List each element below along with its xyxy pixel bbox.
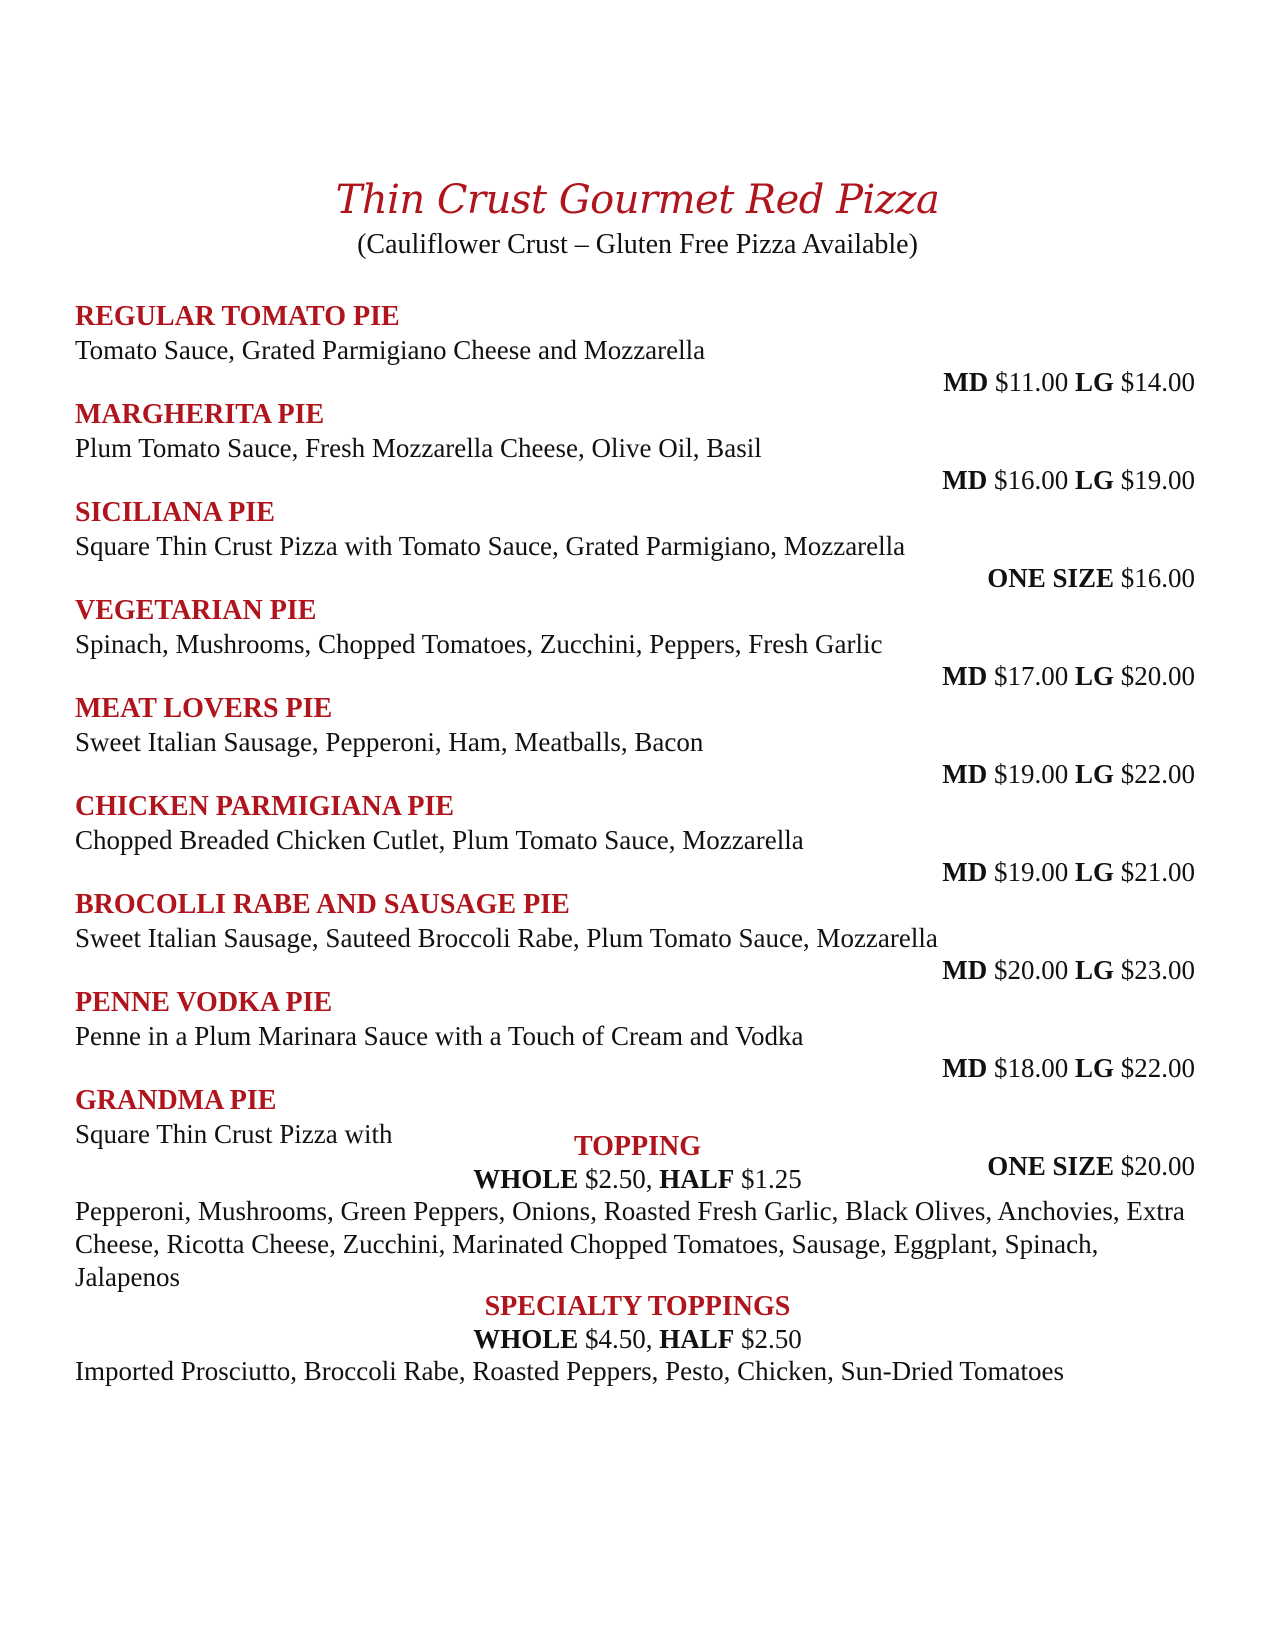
item-price: [943, 365, 1195, 399]
size-price: $17.00: [993, 661, 1069, 691]
topping-heading: TOPPING: [573, 1131, 702, 1162]
size-price: $20.00: [1120, 1151, 1195, 1181]
size-label: LG: [1074, 661, 1114, 691]
item-name: BROCOLLI RABE AND SAUSAGE PIE: [75, 889, 570, 920]
half-label: HALF: [659, 1164, 735, 1194]
size-price: $22.00: [1120, 1053, 1195, 1083]
item-description: Tomato Sauce, Grated Parmigiano Cheese and Mozzarella: [75, 335, 706, 365]
page-title: Thin Crust Gourmet Red Pizza: [335, 177, 940, 223]
size-price: $18.00: [993, 1053, 1069, 1083]
size-label: ONE SIZE: [987, 1151, 1114, 1181]
specialty-heading: SPECIALTY TOPPINGS: [484, 1291, 791, 1322]
size-price: $23.00: [1120, 955, 1195, 985]
item-description: Chopped Breaded Chicken Cutlet, Plum Tomato Sauce, Mozzarella: [75, 825, 804, 855]
size-label: ONE SIZE: [987, 563, 1114, 593]
specialty-list: Imported Prosciutto, Broccoli Rabe, Roasted Peppers, Pesto, Chicken, Sun-Dried Tomatoes: [75, 1356, 1064, 1386]
menu-item: [75, 692, 1195, 790]
item-price: [942, 659, 1195, 693]
item-name: REGULAR TOMATO PIE: [75, 301, 400, 332]
half-price: $1.25: [741, 1164, 802, 1194]
topping-list: Pepperoni, Mushrooms, Green Peppers, Onions, Roasted Fresh Garlic, Black Olives, Anchovies, Extra Cheese, Ricotta Cheese, Zucchini, Marinated Chopped Tomatoes, Sausage, Eggplant, Spinach, Jalapenos: [75, 1196, 1185, 1292]
menu-item: [75, 496, 1195, 594]
size-price: $14.00: [1120, 367, 1195, 397]
item-description: Square Thin Crust Pizza with: [75, 1119, 393, 1149]
item-price: [942, 855, 1195, 889]
size-label: MD: [942, 759, 988, 789]
item-description: Spinach, Mushrooms, Chopped Tomatoes, Zucchini, Peppers, Fresh Garlic: [75, 629, 883, 659]
whole-label: WHOLE: [473, 1164, 579, 1194]
size-price: $22.00: [1120, 759, 1195, 789]
size-label: LG: [1074, 367, 1114, 397]
size-label: MD: [943, 367, 989, 397]
half-label: HALF: [659, 1324, 735, 1354]
size-price: $19.00: [1120, 465, 1195, 495]
item-price: [942, 463, 1195, 497]
size-label: LG: [1074, 465, 1114, 495]
item-name: SICILIANA PIE: [75, 497, 275, 528]
size-price: $20.00: [993, 955, 1069, 985]
menu-item: [75, 300, 1195, 398]
size-label: MD: [942, 465, 988, 495]
item-description: Plum Tomato Sauce, Fresh Mozzarella Cheese, Olive Oil, Basil: [75, 433, 762, 463]
item-price: [987, 561, 1195, 595]
menu-item: [75, 594, 1195, 692]
item-description: Sweet Italian Sausage, Pepperoni, Ham, Meatballs, Bacon: [75, 727, 704, 757]
item-name: GRANDMA PIE: [75, 1085, 277, 1116]
item-price: [942, 1051, 1195, 1085]
whole-label: WHOLE: [473, 1324, 579, 1354]
size-label: MD: [942, 1053, 988, 1083]
size-label: MD: [942, 661, 988, 691]
item-name: MARGHERITA PIE: [75, 399, 325, 430]
size-price: $19.00: [993, 857, 1069, 887]
size-label: MD: [942, 955, 988, 985]
size-price: $21.00: [1120, 857, 1195, 887]
item-description: Sweet Italian Sausage, Sauteed Broccoli Rabe, Plum Tomato Sauce, Mozzarella: [75, 923, 938, 953]
item-description: Penne in a Plum Marinara Sauce with a Touch of Cream and Vodka: [75, 1021, 804, 1051]
size-price: $16.00: [1120, 563, 1195, 593]
item-name: VEGETARIAN PIE: [75, 595, 317, 626]
item-price: [942, 757, 1195, 791]
item-description: Square Thin Crust Pizza with Tomato Sauce, Grated Parmigiano, Mozzarella: [75, 531, 906, 561]
item-name: PENNE VODKA PIE: [75, 987, 333, 1018]
size-label: LG: [1074, 857, 1114, 887]
size-price: $20.00: [1120, 661, 1195, 691]
size-price: $19.00: [993, 759, 1069, 789]
size-label: LG: [1074, 759, 1114, 789]
whole-price: $2.50,: [585, 1164, 653, 1194]
half-price: $2.50: [741, 1324, 802, 1354]
menu-item: [75, 790, 1195, 888]
topping-price: [0, 1162, 1275, 1196]
menu-item: [75, 888, 1195, 986]
item-name: MEAT LOVERS PIE: [75, 693, 333, 724]
size-price: $11.00: [994, 367, 1069, 397]
specialty-price: [0, 1322, 1275, 1356]
size-label: LG: [1074, 955, 1114, 985]
menu-item: [75, 986, 1195, 1084]
item-name: CHICKEN PARMIGIANA PIE: [75, 791, 455, 822]
menu-item: [75, 398, 1195, 496]
pizza-list: [75, 300, 1195, 1182]
item-price: [942, 953, 1195, 987]
size-label: MD: [942, 857, 988, 887]
page-subtitle: (Cauliflower Crust – Gluten Free Pizza Available): [357, 229, 918, 260]
size-label: LG: [1074, 1053, 1114, 1083]
size-price: $16.00: [993, 465, 1069, 495]
whole-price: $4.50,: [585, 1324, 653, 1354]
